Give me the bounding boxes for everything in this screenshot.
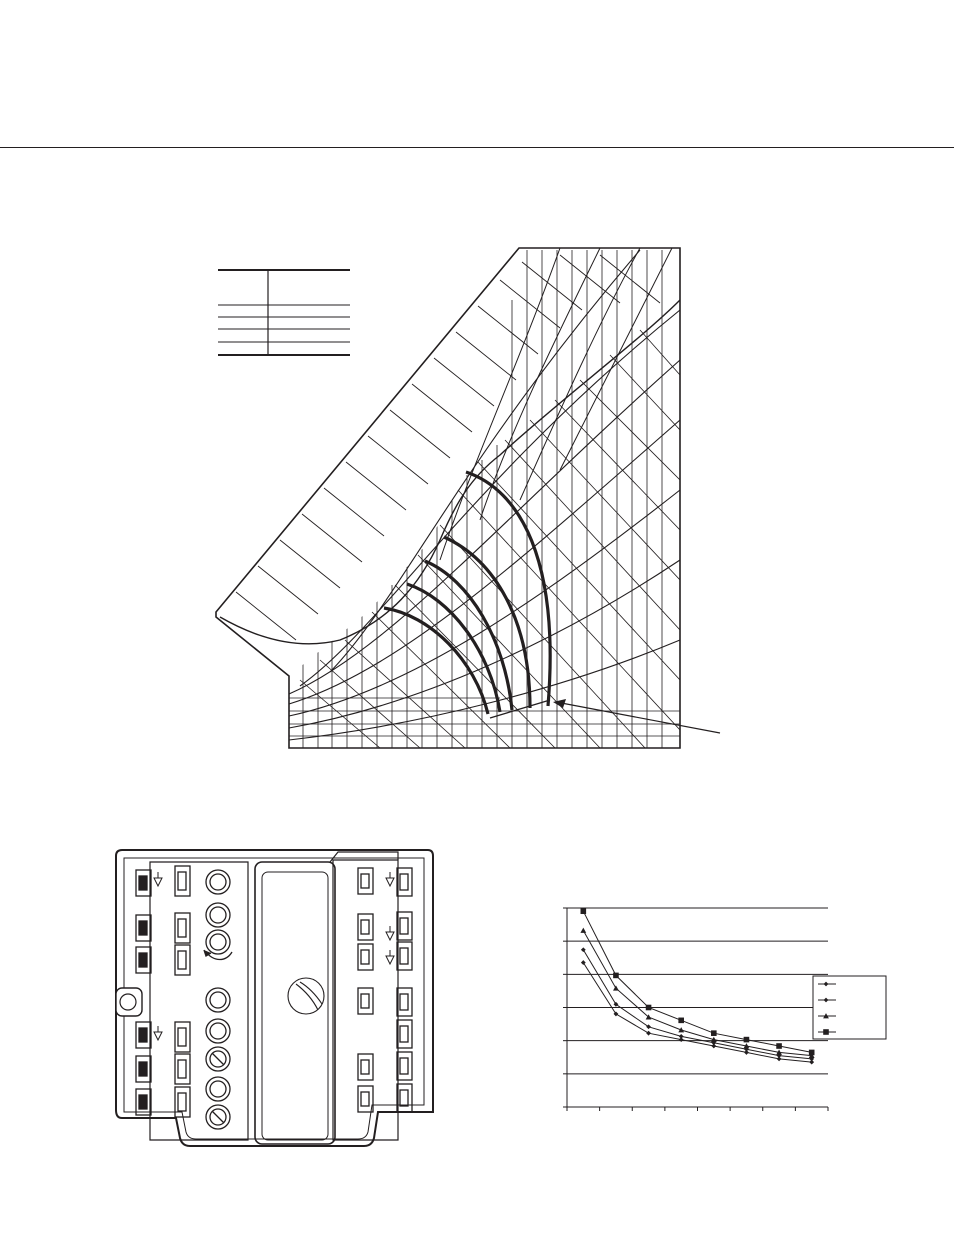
round-controls [204,870,232,1129]
control-board [116,850,433,1146]
chart-point-triangle [613,985,619,990]
chart-point-diamond [679,1034,684,1039]
psy-outline [216,248,680,748]
chart-series-line [583,931,811,1056]
chart-point-square [744,1037,750,1043]
chart-point-square [646,1005,652,1011]
board-outline [116,850,433,1146]
chart-x-ticks [567,1107,828,1111]
circle-swoosh-logo [288,978,324,1014]
right-connectors-d [397,868,412,1112]
psychrometric-chart [216,248,720,748]
mounting-hole [116,988,142,1016]
chart-series-4 [581,908,815,1055]
chart-point-square [678,1018,684,1024]
psy-saturation-curve [220,300,680,644]
chart-point-square [809,1050,815,1056]
chart-point-diamond [646,1031,651,1036]
psy-wet-bulb-lines [300,330,680,748]
right-connectors-c [358,868,373,1112]
chart-point-triangle [580,928,586,933]
board-left-plate [150,862,248,1140]
psy-volume-curves [440,248,672,560]
chart-series-line [583,911,811,1052]
chart-point-square [823,1029,829,1035]
line-chart [563,908,886,1111]
chart-y-ticks [563,908,567,1107]
chart-gridlines [567,908,828,1074]
chart-point-square [711,1030,717,1036]
left-connectors-b [175,866,190,1117]
chart-point-diamond [581,960,586,965]
psy-dry-bulb-lines [303,250,662,748]
psy-legend-table [218,270,350,355]
psy-annotation-arrow [553,699,720,733]
chart-point-diamond [581,947,586,952]
board-inner-outline [124,858,424,1139]
board-center-window-inner [262,872,328,1140]
chart-legend [813,976,886,1039]
chart-point-square [581,908,587,914]
chart-point-square [613,973,619,979]
psy-enthalpy-ticks [236,255,660,640]
board-right-plate [333,860,398,1140]
chart-series-3 [580,928,814,1058]
chart-point-square [776,1043,782,1049]
